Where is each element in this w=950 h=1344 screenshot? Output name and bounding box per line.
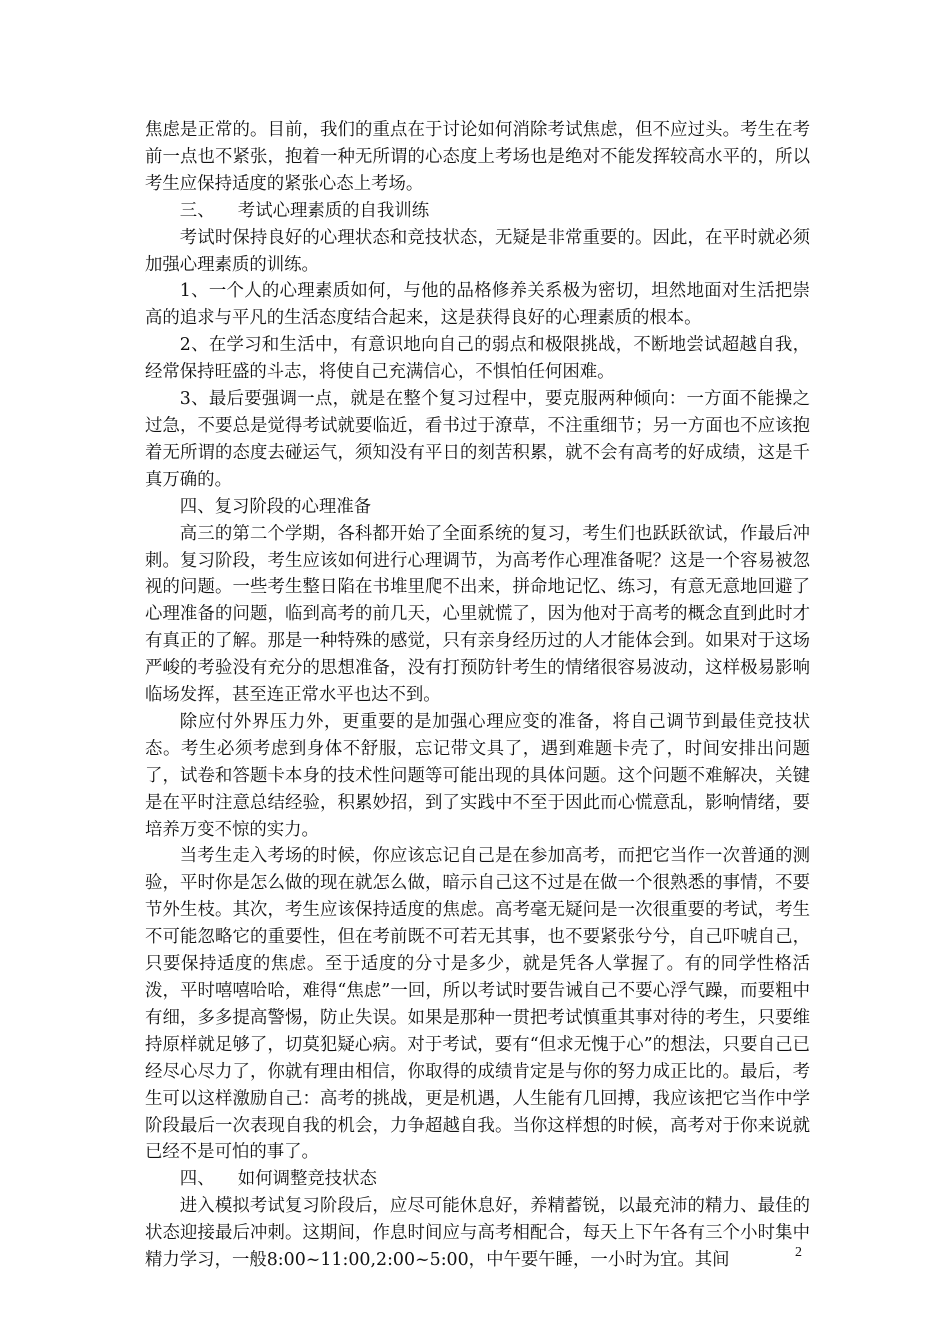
- section-title: 如何调整竞技状态: [237, 1169, 377, 1190]
- paragraph: 焦虑是正常的。目前，我们的重点在于讨论如何消除考试焦虑，但不应过头。考生在考前一点也不紧张，抱着一种无所谓的心态度上考场也是绝对不能发挥较高水平的，所以考生应保持适度的紧张心态上考场。: [145, 120, 810, 194]
- section-number: 三、: [179, 200, 215, 221]
- paragraph: 考试时保持良好的心理状态和竞技状态，无疑是非常重要的。因此，在平时就必须加强心理素质的训练。: [145, 227, 810, 275]
- paragraph: 1、一个人的心理素质如何，与他的品格修养关系极为密切，坦然地面对生活把崇高的追求与平凡的生活态度结合起来，这是获得良好的心理素质的根本。: [145, 281, 810, 329]
- section-number: 四、: [179, 1169, 215, 1190]
- paragraph: 进入模拟考试复习阶段后，应尽可能休息好，养精蓄锐，以最充沛的精力、最佳的状态迎接最后冲刺。这期间，作息时间应与高考相配合，每天上下午各有三个小时集中精力学习，一般8:00~11:00,2:00~5:00，中午要午睡，一小时为宜。其间: [145, 1196, 810, 1271]
- section-heading: [145, 1166, 810, 1193]
- page-number: 2: [795, 1245, 802, 1260]
- paragraph: 除应付外界压力外，更重要的是加强心理应变的准备，将自己调节到最佳竞技状态。考生必须考虑到身体不舒服，忘记带文具了，遇到难题卡壳了，时间安排出问题了，试卷和答题卡本身的技术性问题等可能出现的具体问题。这个问题不难解决，关键是在平时注意总结经验，积累妙招，到了实践中不至于因此而心慌意乱，影响情绪，要培养万变不惊的实力。: [145, 711, 810, 840]
- paragraph: 高三的第二个学期，各科都开始了全面系统的复习，考生们也跃跃欲试，作最后冲刺。复习阶段，考生应该如何进行心理调节，为高考作心理准备呢？这是一个容易被忽视的问题。一些考生整日陷在书堆里爬不出来，拼命地记忆、练习，有意无意地回避了心理准备的问题，临到高考的前几天，心里就慌了，因为他对于高考的概念直到此时才有真正的了解。那是一种特殊的感觉，只有亲身经历过的人才能体会到。如果对于这场严峻的考验没有充分的思想准备，没有打预防针考生的情绪很容易波动，这样极易影响临场发挥，甚至连正常水平也达不到。: [145, 523, 810, 706]
- section-title: 考试心理素质的自我训练: [237, 200, 430, 221]
- section-heading-inline: 四、复习阶段的心理准备: [179, 496, 372, 517]
- paragraph: 当考生走入考场的时候，你应该忘记自己是在参加高考，而把它当作一次普通的测验，平时你是怎么做的现在就怎么做，暗示自己这不过是在做一个很熟悉的事情，不要节外生枝。其次，考生应该保持适度的焦虑。高考毫无疑问是一次很重要的考试，考生不可能忽略它的重要性，但在考前既不可若无其事，也不要紧张兮兮，自己吓唬自己，只要保持适度的焦虑。至于适度的分寸是多少，就是凭各人掌握了。有的同学性格活泼，平时嘻嘻哈哈，难得“焦虑”一回，所以考试时要告诫自己不要心浮气躁，而要粗中有细，多多提高警惕，防止失误。如果是那种一贯把考试慎重其事对待的考生，只要维持原样就足够了，切莫犯疑心病。对于考试，要有“但求无愧于心”的想法，只要自己已经尽心尽力了，你就有理由相信，你取得的成绩肯定是与你的努力成正比的。最后，考生可以这样激励自己：高考的挑战，更是机遇，人生能有几回搏，我应该把它当作中学阶段最后一次表现自我的机会，力争超越自我。当你这样想的时候，高考对于你来说就已经不是可怕的事了。: [145, 846, 810, 1163]
- section-heading: [145, 198, 810, 225]
- paragraph: 2、在学习和生活中，有意识地向自己的弱点和极限挑战，不断地尝试超越自我，经常保持旺盛的斗志，将使自己充满信心，不惧怕任何困难。: [145, 335, 810, 383]
- document-body: [145, 117, 810, 1274]
- paragraph: 3、最后要强调一点，就是在整个复习过程中，要克服两种倾向：一方面不能操之过急，不要总是觉得考试就要临近，看书过于潦草，不注重细节；另一方面也不应该抱着无所谓的态度去碰运气，须知没有平日的刻苦积累，就不会有高考的好成绩，这是千真万确的。: [145, 389, 810, 490]
